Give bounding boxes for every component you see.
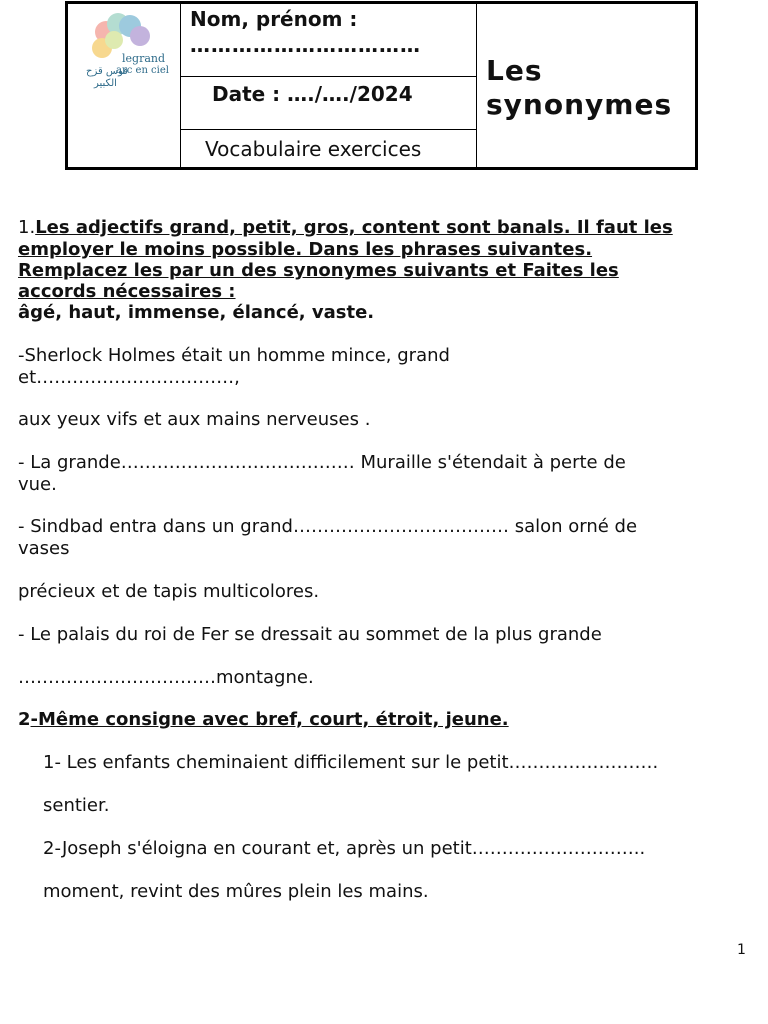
exercise-line: 2-Joseph s'éloigna en courant et, après un petit………………………..: [43, 838, 646, 859]
instruction-text: Remplacez les par un des synonymes suivants et Faites les: [18, 260, 619, 281]
word-bank: âgé, haut, immense, élancé, vaste.: [18, 302, 375, 323]
logo-text: الكبير: [94, 78, 117, 89]
instruction-text: accords nécessaires :: [18, 281, 236, 302]
instruction-text: employer le moins possible. Dans les phrases suivantes.: [18, 239, 593, 260]
exercise-line: aux yeux vifs et aux mains nerveuses .: [18, 409, 371, 430]
row-divider: [180, 129, 476, 130]
exercise-line: ……………………………montagne.: [18, 667, 314, 688]
page-number: 1: [737, 942, 746, 958]
exercise-line: précieux et de tapis multicolores.: [18, 581, 320, 602]
logo-text: قوس قزح: [86, 66, 129, 77]
logo-text: arc en ciel: [116, 65, 169, 76]
title-line: Les: [486, 54, 543, 87]
exercise-line: sentier.: [43, 795, 110, 816]
row-divider: [180, 76, 476, 77]
date-field[interactable]: Date : …./…./2024: [212, 82, 413, 106]
exercise-line: vue.: [18, 474, 57, 495]
exercise-line: 1- Les enfants cheminaient difficilement sur le petit…………………….: [43, 752, 659, 773]
exercise-line: et……………………………,: [18, 367, 240, 388]
exercise-line: - La grande………………………………… Muraille s'étendait à perte de: [18, 452, 626, 473]
worksheet-title: [486, 54, 672, 122]
logo-circle: [130, 26, 150, 46]
column-divider: [180, 4, 181, 167]
exercise-line: - Le palais du roi de Fer se dressait au sommet de la plus grande: [18, 624, 602, 645]
column-divider: [476, 4, 477, 167]
instruction-text: Les adjectifs grand, petit, gros, content sont banals. Il faut les: [35, 217, 673, 238]
title-line: synonymes: [486, 88, 673, 121]
name-field[interactable]: ……………………………: [190, 33, 421, 57]
exercise-line: -Sherlock Holmes était un homme mince, grand: [18, 345, 450, 366]
logo-text: legrand: [122, 52, 166, 65]
logo-circle: [105, 31, 123, 49]
exercise-line: vases: [18, 538, 70, 559]
exercise-2-instruction: [18, 709, 509, 731]
exercise-line: - Sindbad entra dans un grand……………………………… salon orné de: [18, 516, 638, 537]
school-logo: [86, 12, 176, 90]
header-table: [65, 1, 698, 170]
exercise-number: 2: [18, 709, 31, 730]
name-label: Nom, prénom :: [190, 7, 358, 31]
exercise-1-instruction: [18, 217, 673, 239]
instruction-text: -Même consigne avec bref, court, étroit, jeune.: [30, 709, 509, 730]
exercise-line: moment, revint des mûres plein les mains.: [43, 881, 429, 902]
exercise-number: 1.: [18, 217, 36, 238]
subject-label: Vocabulaire exercices: [205, 137, 422, 161]
